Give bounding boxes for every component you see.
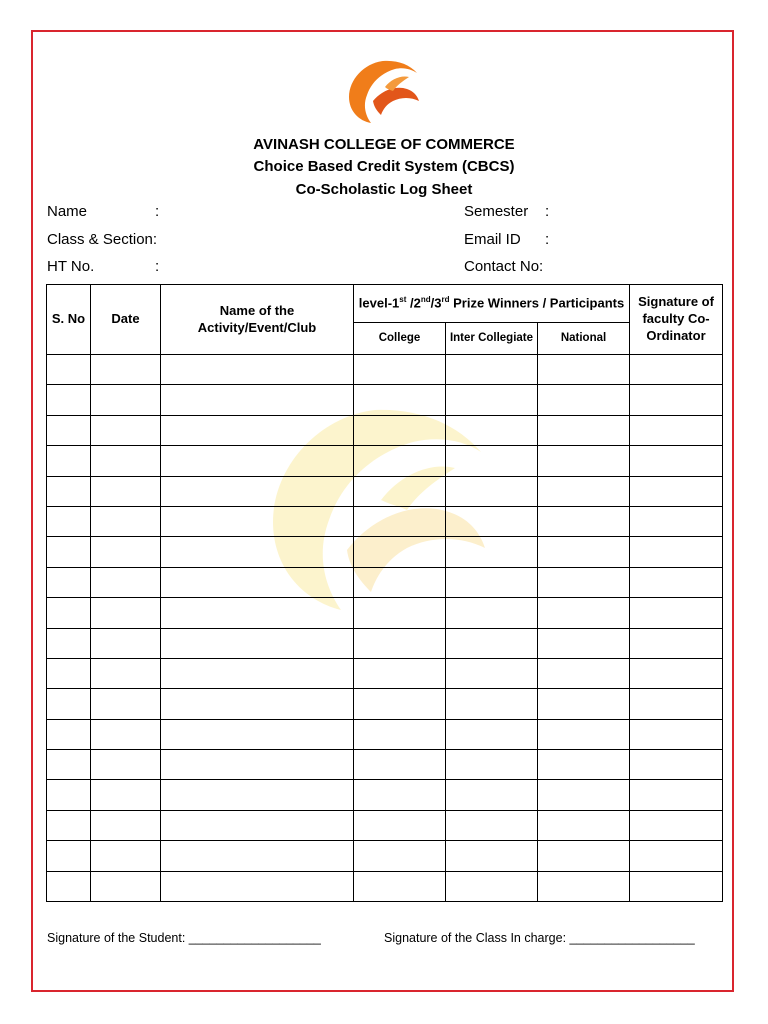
table-cell[interactable] <box>47 719 91 749</box>
table-cell[interactable] <box>538 841 630 871</box>
table-cell[interactable] <box>47 689 91 719</box>
col-header-college: College <box>354 323 446 355</box>
table-cell[interactable] <box>161 719 354 749</box>
table-cell[interactable] <box>47 658 91 688</box>
table-cell[interactable] <box>538 506 630 536</box>
table-cell[interactable] <box>538 810 630 840</box>
table-cell[interactable] <box>446 628 538 658</box>
table-cell[interactable] <box>47 871 91 901</box>
table-cell[interactable] <box>161 628 354 658</box>
table-cell[interactable] <box>47 355 91 385</box>
table-cell[interactable] <box>630 780 723 810</box>
table-cell[interactable] <box>630 537 723 567</box>
table-cell[interactable] <box>47 506 91 536</box>
table-cell[interactable] <box>91 750 161 780</box>
level-sep-2: /2 <box>406 295 421 311</box>
table-row <box>47 537 723 567</box>
table-cell[interactable] <box>161 446 354 476</box>
table-row <box>47 658 723 688</box>
table-cell[interactable] <box>630 719 723 749</box>
table-row <box>47 598 723 628</box>
table-row <box>47 780 723 810</box>
table-cell[interactable] <box>630 385 723 415</box>
table-cell[interactable] <box>630 506 723 536</box>
table-cell[interactable] <box>47 598 91 628</box>
table-cell[interactable] <box>538 750 630 780</box>
table-cell[interactable] <box>91 841 161 871</box>
table-cell[interactable] <box>91 415 161 445</box>
table-cell[interactable] <box>538 598 630 628</box>
class-section-label: Class & Section: <box>47 231 158 248</box>
col-header-signature: Signature of faculty Co-Ordinator <box>630 285 723 355</box>
table-cell[interactable] <box>538 567 630 597</box>
table-cell[interactable] <box>91 446 161 476</box>
col-header-inter-collegiate: Inter Collegiate <box>446 323 538 355</box>
table-cell[interactable] <box>354 719 446 749</box>
table-cell[interactable] <box>161 567 354 597</box>
col-header-activity: Name of the Activity/Event/Club <box>161 285 354 355</box>
student-signature-line: Signature of the Student: ___________________ <box>47 931 321 945</box>
table-cell[interactable] <box>161 476 354 506</box>
table-cell[interactable] <box>630 355 723 385</box>
table-cell[interactable] <box>630 871 723 901</box>
name-label: Name <box>47 203 88 220</box>
table-cell[interactable] <box>446 658 538 688</box>
table-row <box>47 415 723 445</box>
table-cell[interactable] <box>47 810 91 840</box>
table-cell[interactable] <box>91 476 161 506</box>
table-cell[interactable] <box>161 689 354 719</box>
table-row <box>47 628 723 658</box>
table-cell[interactable] <box>446 567 538 597</box>
table-cell[interactable] <box>91 810 161 840</box>
table-cell[interactable] <box>538 658 630 688</box>
table-cell[interactable] <box>538 689 630 719</box>
table-cell[interactable] <box>91 658 161 688</box>
table-cell[interactable] <box>354 780 446 810</box>
table-cell[interactable] <box>630 415 723 445</box>
table-cell[interactable] <box>91 598 161 628</box>
table-cell[interactable] <box>354 537 446 567</box>
table-cell[interactable] <box>538 780 630 810</box>
table-cell[interactable] <box>47 415 91 445</box>
email-id-colon: : <box>545 231 550 248</box>
table-cell[interactable] <box>91 719 161 749</box>
table-cell[interactable] <box>47 446 91 476</box>
table-cell[interactable] <box>161 780 354 810</box>
table-cell[interactable] <box>446 780 538 810</box>
table-cell[interactable] <box>354 810 446 840</box>
table-cell[interactable] <box>446 415 538 445</box>
table-cell[interactable] <box>538 719 630 749</box>
col-header-level <box>354 285 630 323</box>
table-cell[interactable] <box>354 355 446 385</box>
table-cell[interactable] <box>354 385 446 415</box>
table-cell[interactable] <box>354 871 446 901</box>
table-cell[interactable] <box>91 689 161 719</box>
table-cell[interactable] <box>538 628 630 658</box>
log-table-body <box>47 355 723 902</box>
email-id-label: Email ID <box>464 231 521 248</box>
table-cell[interactable] <box>538 871 630 901</box>
table-cell[interactable] <box>446 355 538 385</box>
table-row <box>47 567 723 597</box>
table-cell[interactable] <box>446 841 538 871</box>
table-cell[interactable] <box>161 355 354 385</box>
table-cell[interactable] <box>538 385 630 415</box>
table-cell[interactable] <box>538 537 630 567</box>
table-cell[interactable] <box>161 841 354 871</box>
level-sep-3: /3 <box>430 295 442 311</box>
system-name: Choice Based Credit System (CBCS) <box>253 158 515 175</box>
level-suffix: Prize Winners / Participants <box>449 295 625 311</box>
table-cell[interactable] <box>354 446 446 476</box>
table-cell[interactable] <box>91 628 161 658</box>
contact-no-label: Contact No: <box>464 258 544 275</box>
table-cell[interactable] <box>446 506 538 536</box>
table-row <box>47 719 723 749</box>
table-cell[interactable] <box>161 415 354 445</box>
table-cell[interactable] <box>47 476 91 506</box>
ht-no-colon: : <box>155 258 160 275</box>
table-cell[interactable] <box>161 658 354 688</box>
table-row <box>47 689 723 719</box>
table-cell[interactable] <box>161 871 354 901</box>
table-cell[interactable] <box>630 446 723 476</box>
table-row <box>47 355 723 385</box>
table-cell[interactable] <box>47 841 91 871</box>
table-cell[interactable] <box>446 871 538 901</box>
table-cell[interactable] <box>630 476 723 506</box>
table-cell[interactable] <box>161 750 354 780</box>
table-cell[interactable] <box>446 446 538 476</box>
table-cell[interactable] <box>47 750 91 780</box>
log-table <box>46 284 723 902</box>
table-cell[interactable] <box>91 567 161 597</box>
table-cell[interactable] <box>47 537 91 567</box>
table-cell[interactable] <box>630 689 723 719</box>
semester-colon: : <box>545 203 550 220</box>
table-cell[interactable] <box>354 476 446 506</box>
table-cell[interactable] <box>630 750 723 780</box>
table-cell[interactable] <box>91 506 161 536</box>
table-cell[interactable] <box>47 780 91 810</box>
table-cell[interactable] <box>47 628 91 658</box>
level-sup-3: rd <box>441 294 450 304</box>
table-cell[interactable] <box>91 355 161 385</box>
college-logo-icon <box>343 57 423 127</box>
table-cell[interactable] <box>446 810 538 840</box>
table-cell[interactable] <box>446 750 538 780</box>
table-cell[interactable] <box>538 446 630 476</box>
table-row <box>47 476 723 506</box>
table-cell[interactable] <box>630 810 723 840</box>
table-cell[interactable] <box>354 689 446 719</box>
table-cell[interactable] <box>354 750 446 780</box>
table-row <box>47 385 723 415</box>
table-cell[interactable] <box>446 719 538 749</box>
table-cell[interactable] <box>354 415 446 445</box>
table-cell[interactable] <box>446 598 538 628</box>
table-cell[interactable] <box>446 385 538 415</box>
table-row <box>47 871 723 901</box>
table-row <box>47 810 723 840</box>
table-cell[interactable] <box>161 537 354 567</box>
level-prefix: level-1 <box>358 295 400 311</box>
col-header-national: National <box>538 323 630 355</box>
table-cell[interactable] <box>91 385 161 415</box>
col-header-sno: S. No <box>47 285 91 355</box>
table-cell[interactable] <box>630 567 723 597</box>
table-row <box>47 506 723 536</box>
table-cell[interactable] <box>47 567 91 597</box>
class-incharge-signature-line: Signature of the Class In charge: __________________ <box>384 931 695 945</box>
table-cell[interactable] <box>91 871 161 901</box>
table-cell[interactable] <box>354 598 446 628</box>
table-cell[interactable] <box>354 506 446 536</box>
table-cell[interactable] <box>630 598 723 628</box>
table-cell[interactable] <box>354 841 446 871</box>
table-cell[interactable] <box>161 810 354 840</box>
table-cell[interactable] <box>161 598 354 628</box>
level-sup-2: nd <box>420 294 431 304</box>
table-cell[interactable] <box>91 780 161 810</box>
table-cell[interactable] <box>91 537 161 567</box>
table-cell[interactable] <box>538 355 630 385</box>
sheet-title: Co-Scholastic Log Sheet <box>295 181 473 198</box>
table-cell[interactable] <box>630 658 723 688</box>
table-cell[interactable] <box>354 658 446 688</box>
table-row <box>47 446 723 476</box>
table-row <box>47 750 723 780</box>
table-cell[interactable] <box>354 628 446 658</box>
table-cell[interactable] <box>161 385 354 415</box>
college-name: AVINASH COLLEGE OF COMMERCE <box>253 136 515 153</box>
table-cell[interactable] <box>161 506 354 536</box>
table-cell[interactable] <box>446 537 538 567</box>
table-cell[interactable] <box>630 628 723 658</box>
level-sup-1: st <box>399 294 407 304</box>
ht-no-label: HT No. <box>47 258 95 275</box>
table-cell[interactable] <box>446 476 538 506</box>
table-cell[interactable] <box>47 385 91 415</box>
table-cell[interactable] <box>538 476 630 506</box>
semester-label: Semester <box>464 203 529 220</box>
table-cell[interactable] <box>630 841 723 871</box>
col-header-date: Date <box>91 285 161 355</box>
table-cell[interactable] <box>446 689 538 719</box>
table-cell[interactable] <box>538 415 630 445</box>
table-row <box>47 841 723 871</box>
table-cell[interactable] <box>354 567 446 597</box>
name-colon: : <box>155 203 160 220</box>
